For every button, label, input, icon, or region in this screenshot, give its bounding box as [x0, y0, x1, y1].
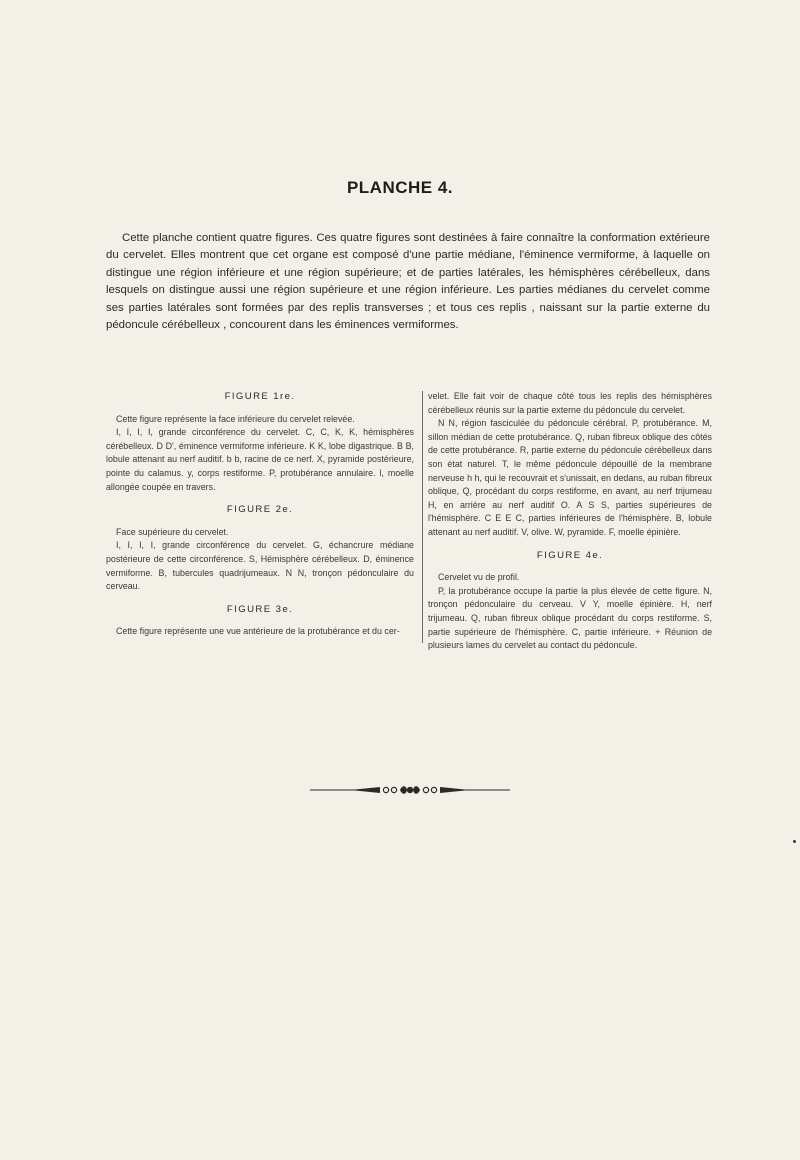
figure-3-text-continued: velet. Elle fait voir de chaque côté tous les replis des hémisphères cérébelleux réunis sur la partie externe du pédoncule du cervelet. [428, 391, 712, 415]
figure-2-legend: I, I, I, I, grande circonférence du cervelet. G, échancrure médiane postérieure de cette circonférence. S, Hémisphère cérébelleux. D, éminence vermiforme. B, tubercules quadrijumeaux. N N, tronçon pédonculaire du cerveau. [106, 540, 414, 592]
figure-2-caption: Face supérieure du cervelet. [116, 526, 229, 537]
left-column [106, 390, 414, 639]
figure-2-heading: FIGURE 2e. [226, 504, 294, 516]
figure-3-heading: FIGURE 3e. [226, 603, 294, 615]
figure-3-text-start: Cette figure représente une vue antérieure de la protubérance et du cer- [116, 626, 400, 637]
intro-paragraph: Cette planche contient quatre figures. Ces quatre figures sont destinées à faire connaître la conformation extérieure du cervelet. Elles montrent que cet organe est composé d'une partie médiane, l'éminence vermiforme, à laquelle on distingue une région inférieure et une région supérieure; et de parties latérales, les hémisphères cérébelleux, dans lesquels on distingue aussi une région supérieure et une région inférieure. Les parties médianes du cervelet comme ses parties latérales sont formées par des replis transverses ; et tous ces replis , naissant sur la partie externe du pédoncule cérébelleux , concourent dans les éminences vermiformes. [106, 232, 710, 332]
figure-4-heading: FIGURE 4e. [536, 549, 604, 561]
right-column [428, 390, 712, 653]
figure-1-heading: FIGURE 1re. [224, 391, 296, 402]
figure-4-caption: Cervelet vu de profil. [438, 572, 520, 583]
figure-4-legend: P, la protubérance occupe la partie la plus élevée de cette figure. N, tronçon pédonculaire du cerveau. V Y, moelle épinière. H, nerf trijumeau. Q, ruban fibreux oblique procédant du corps restiforme. S, partie supérieure de l'hémisphère. C, partie inférieure. + Réunion de plusieurs lames du cervelet au contact du pédoncule. [428, 585, 712, 651]
figure-3-legend: N N, région fasciculée du pédoncule cérébral. P, protubérance. M, sillon médian de cette protubérance. Q, ruban fibreux oblique des côtés de cette protubérance. R, partie externe du pédoncule cérébelleux dans son état naturel. T, le même pédoncule dépouillé de la membrane nerveuse h h, qui le recouvrait et s'unissait, en dedans, au ruban fibreux oblique, Q, procédant du corps restiforme, en avant, au nerf trijumeau H, en arrière au nerf auditif O. A S S, parties supérieures de l'hémisphère. C E E C, parties inférieures de l'hémisphère. B, lobule attenant au nerf auditif. V, olive. W, pyramide. F, moelle épinière. [428, 418, 712, 537]
column-divider [422, 391, 423, 643]
figure-1-legend: I, I, I, I, grande circonférence du cervelet. C, C, K, K, hémisphères cérébelleux. D D', éminence vermiforme inférieure. K K, lobe digastrique. B B, lobule attenant au nerf auditif. b b, racine de ce nerf. X, pyramide postérieure, pointe du calamus. y, corps restiforme. P, protubérance annulaire. l, moelle allongée coupée en travers. [106, 427, 414, 492]
plate-title: PLANCHE 4. [346, 178, 454, 197]
decorative-rule-ornament [310, 784, 510, 796]
figure-1-caption: Cette figure représente la face inférieure du cervelet relevée. [116, 413, 355, 424]
paper-speck [793, 840, 796, 843]
